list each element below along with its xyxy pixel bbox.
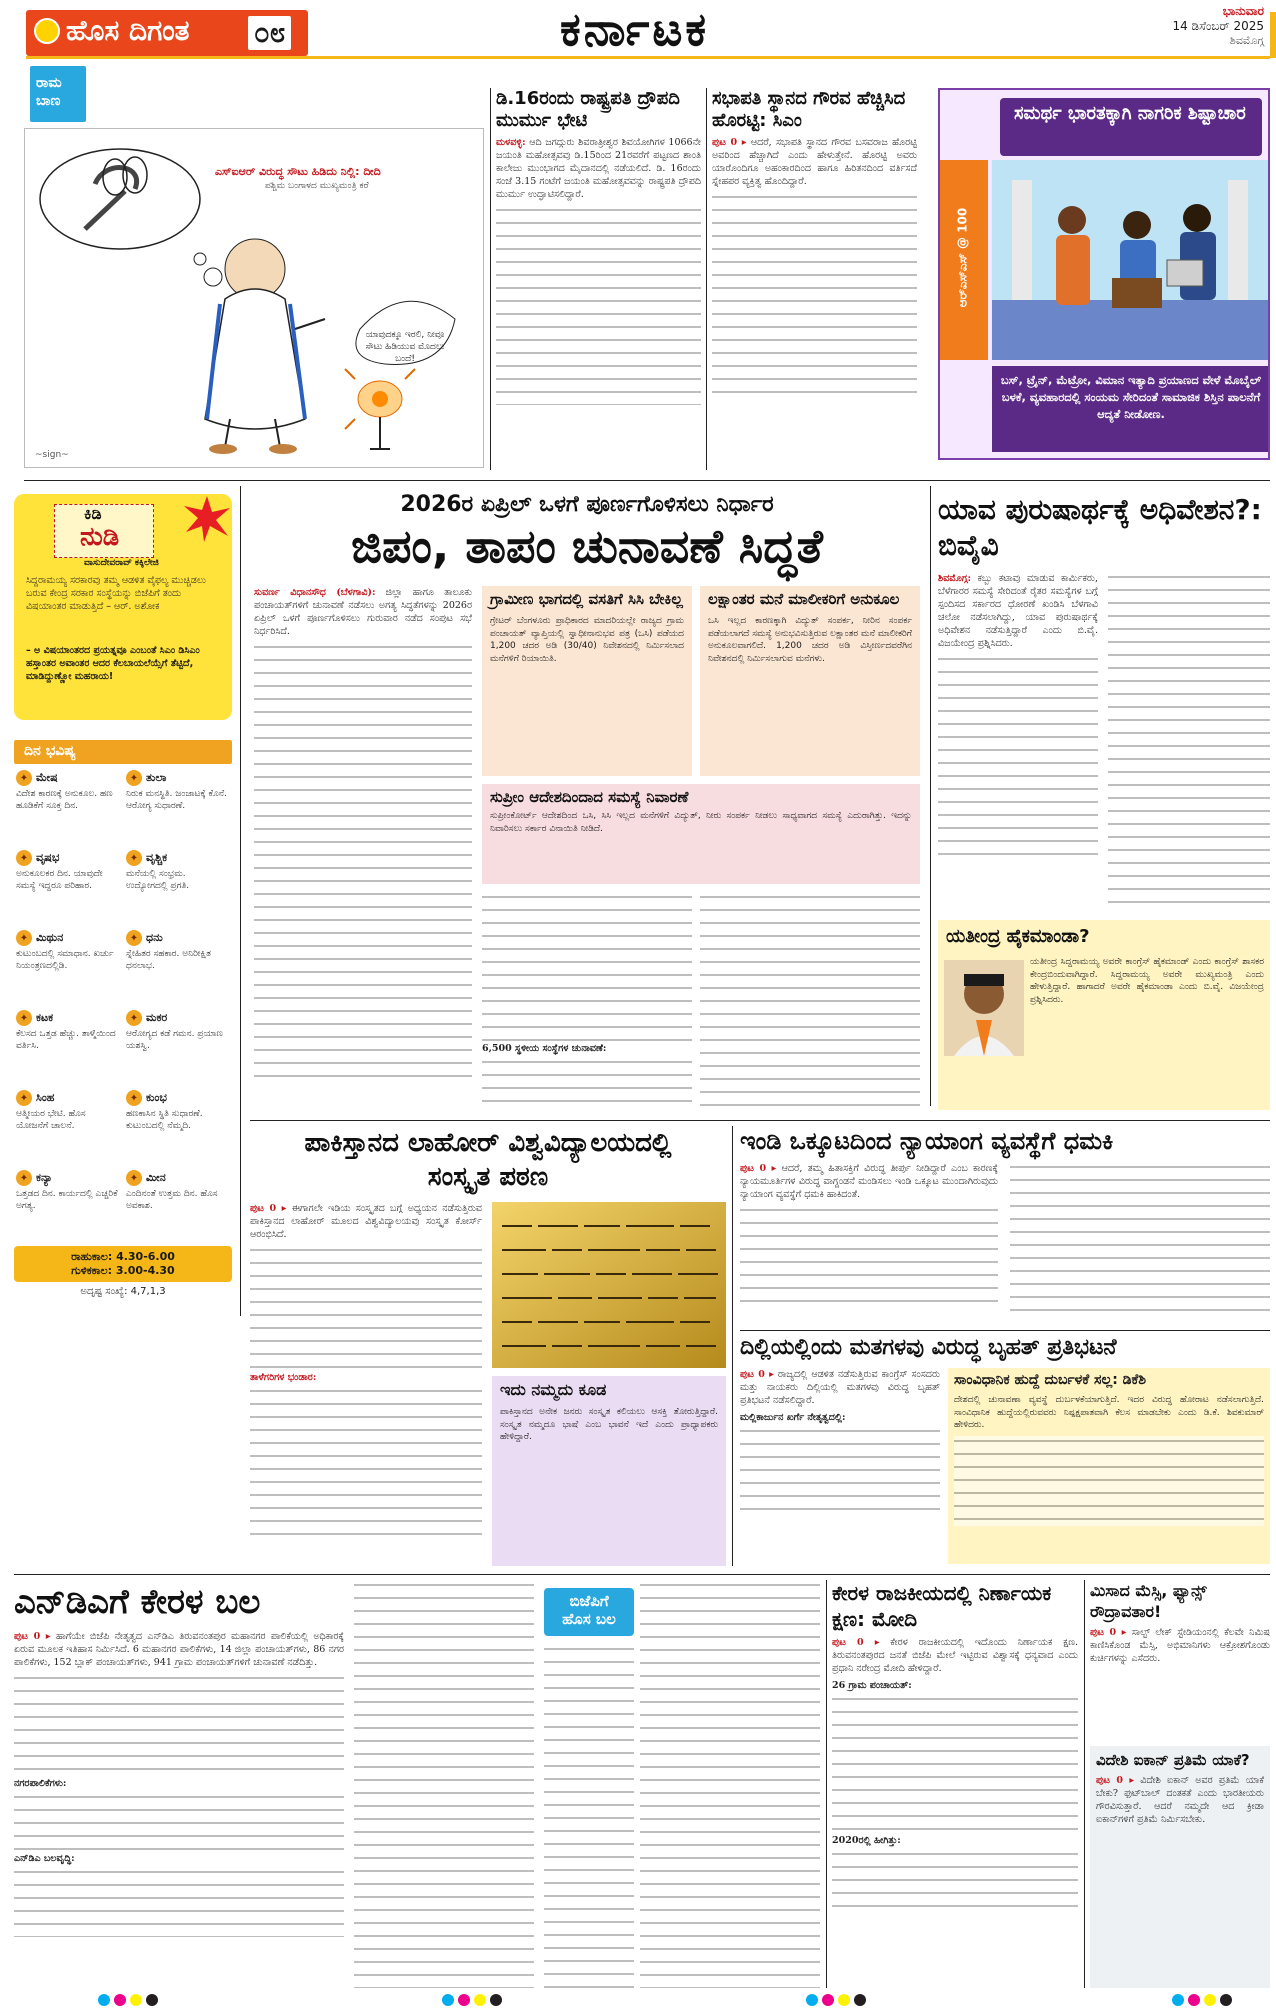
- ad-civic-etiquette: [938, 88, 1270, 460]
- paper-logo-icon: [34, 18, 60, 44]
- lead-col-1: [254, 586, 472, 1106]
- ad-title: ಸಮರ್ಥ ಭಾರತಕ್ಕಾಗಿ ನಾಗರಿಕ ಶಿಷ್ಟಾಚಾರ: [1014, 103, 1246, 124]
- vijayendra-photo: [944, 960, 1024, 1056]
- bjp-badge-line-1: ಬಿಜೆಪಿಗೆ: [569, 1592, 609, 1610]
- cartoon-caption: ಎಸ್‌ಐಆರ್ ವಿರುದ್ಧ ಸೌಟು ಹಿಡಿದು ನಿಲ್ಲಿ: ದೀದಿ: [215, 165, 381, 178]
- registration-dot: [98, 1994, 110, 2006]
- registration-dot: [854, 1994, 866, 2006]
- lead-dateline: ಸುವರ್ಣ ವಿಧಾನಸೌಧ (ಬೆಳಗಾವಿ):: [254, 587, 376, 598]
- registration-dot: [458, 1994, 470, 2006]
- article-indi-filler-1: [740, 1205, 998, 1305]
- date: 14 ಡಿಸೆಂಬರ್ 2025: [1172, 19, 1264, 33]
- col-divider: [732, 1126, 733, 1566]
- pisces-icon: ✦: [126, 1170, 142, 1186]
- lead-kicker: 2026ರ ಏಪ್ರಿಲ್ ಒಳಗೆ ಪೂರ್ಣಗೊಳಿಸಲು ನಿರ್ಧಾರ: [400, 492, 774, 517]
- article-speaker-body: [712, 136, 917, 466]
- weekday: ಭಾನುವಾರ: [1222, 4, 1264, 18]
- article-kerala-filler-1: [14, 1673, 344, 1777]
- article-delhi-headline: ದಿಲ್ಲಿಯಲ್ಲಿಂದು ಮತಗಳವು ವಿರುದ್ಧ ಬೃಹತ್ ಪ್ರತಿಭಟನೆ: [740, 1335, 1117, 1360]
- horoscope-sign: [126, 1010, 230, 1052]
- horoscope-sign-label: ಮೇಷ: [36, 771, 58, 784]
- horoscope-sign-text: ಕುಟುಂಬದಲ್ಲಿ ಸಮಾಧಾನ. ಖರ್ಚು ನಿಯಂತ್ರಣದಲ್ಲಿಡಿ.: [16, 949, 114, 971]
- row-divider: [250, 1120, 1270, 1121]
- row-divider: [14, 1574, 1270, 1575]
- virgo-icon: ✦: [16, 1170, 32, 1186]
- kidi-label: ಕಿಡಿ: [84, 504, 102, 523]
- dks-text: ದೇಶದಲ್ಲಿ ಚುನಾವಣಾ ವ್ಯವಸ್ಥೆ ದುರ್ಬಳಕೆಯಾಗುತ್ತಿದೆ. ಇದರ ವಿರುದ್ಧ ಹೋರಾಟ ನಡೆಸಲಾಗುತ್ತಿದೆ. ಸಾಂವಿಧಾನಿಕ ಹುದ್ದೆಯಲ್ಲಿರುವವರು ನಿಷ್ಪಕ್ಷಪಾತವಾಗಿ ಕೆಲಸ ಮಾಡಬೇಕು ಎಂದು ಡಿ.ಕೆ. ಶಿವಕುಮಾರ್ ಹೇಳಿದರು.: [954, 1395, 1264, 1430]
- cartoon-subcaption: ಪಶ್ಚಿಮ ಬಂಗಾಳದ ಮುಖ್ಯಮಂತ್ರಿ ಕರೆ: [265, 181, 369, 191]
- article-bjp-walkout-col-2: [1108, 572, 1270, 912]
- lead-col-2-filler-top: [482, 892, 692, 1042]
- sidebox-lakh-text: ಒಸಿ ಇಲ್ಲದ ಕಾರಣಕ್ಕಾಗಿ ವಿದ್ಯುತ್ ಸಂಪರ್ಕ, ನೀರಿನ ಸಂಪರ್ಕ ಪಡೆಯಲಾಗದೆ ಸಮಸ್ಯೆ ಅನುಭವಿಸುತ್ತಿರುವ ಲಕ್ಷಾಂತರ ಮನೆ ಮಾಲೀಕರಿಗೆ ಅನುಕೂಲವಾಗಲಿದೆ. 1,200 ಚದರ ಅಡಿ ವಿಸ್ತೀರ್ಣದವರೆಗಿನ ನಿವೇಶನದಲ್ಲಿ ನಿರ್ಮಿಸಲಾಗುವ ಮನೆಗಳು.: [708, 616, 912, 664]
- article-modi-body: [832, 1636, 1078, 1986]
- horoscope-sign-name: [16, 770, 120, 786]
- article-modi-subhead: 26 ಗ್ರಾಮ ಪಂಚಾಯತ್:: [832, 1680, 912, 1691]
- horoscope-sign-text: ಕೆಲಸದ ಒತ್ತಡ ಹೆಚ್ಚು. ತಾಳ್ಮೆಯಿಂದ ವರ್ತಿಸಿ.: [16, 1029, 116, 1051]
- horoscope-sign-text: ಆರೋಗ್ಯದ ಕಡೆ ಗಮನ. ಪ್ರಯಾಣ ಯಶಸ್ವಿ.: [126, 1029, 223, 1051]
- kidi-nudi-box: [14, 494, 232, 720]
- article-bjp-walkout-headline: ಯಾವ ಪುರುಷಾರ್ಥಕ್ಕೆ ಅಧಿವೇಶನ?: ಬಿವೈವಿ: [938, 493, 1262, 562]
- aries-icon: ✦: [16, 770, 32, 786]
- article-speaker-filler: [712, 192, 917, 402]
- sidebox-rural-title: ಗ್ರಾಮೀಣ ಭಾಗದಲ್ಲಿ ವಸತಿಗೆ ಸಿಸಿ ಬೇಕಿಲ್ಲ: [490, 590, 683, 608]
- registration-dot: [490, 1994, 502, 2006]
- article-bjp-walkout-filler-1: [938, 654, 1098, 864]
- paper-name: ಹೊಸ ದಿಗಂತ: [66, 14, 190, 47]
- col-divider: [930, 486, 931, 1106]
- article-messi-headline: ಮಿಸಾದ ಮೆಸ್ಸಿ, ಫ್ಯಾನ್ಸ್ ರೌದ್ರಾವತಾರ!: [1090, 1581, 1207, 1621]
- horoscope-box: [14, 740, 232, 1312]
- col-divider: [1084, 1580, 1085, 1988]
- horoscope-sign: [126, 1090, 230, 1132]
- article-messi-dateline: ಪುಟ 0 ▸: [1090, 1627, 1127, 1638]
- sidebox-lakh-title: ಲಕ್ಷಾಂತರ ಮನೆ ಮಾಲೀಕರಿಗೆ ಅನುಕೂಲ: [708, 590, 900, 608]
- ad-body: ಬಸ್, ಟ್ರೈನ್, ಮೆಟ್ರೋ, ವಿಮಾನ ಇತ್ಯಾದಿ ಪ್ರಯಾಣದ ವೇಳೆ ಮೊಬೈಲ್ ಬಳಕೆ, ವ್ಯವಹಾರದಲ್ಲಿ ಸಂಯಮ ಸೇರಿದಂತೆ ಸಾಮಾಜಿಕ ಶಿಸ್ತಿನ ಪಾಲನೆಗೆ ಆದ್ಯತೆ ನೀಡೋಣ.: [1000, 373, 1262, 421]
- horoscope-sign-name: [126, 850, 230, 866]
- horoscope-sign-text: ಸ್ನೇಹಿತರ ಸಹಕಾರ. ಅನಿರೀಕ್ಷಿತ ಧನಲಾಭ.: [126, 949, 211, 971]
- horoscope-sign-name: [126, 1010, 230, 1026]
- horoscope-sign-label: ಧನು: [146, 931, 163, 944]
- sanskrit-box: [492, 1376, 726, 1566]
- horoscope-sign-label: ಕುಂಭ: [146, 1091, 167, 1104]
- page-number: ೦೮: [248, 16, 291, 50]
- article-speaker-headline: ಸಭಾಪತಿ ಸ್ಥಾನದ ಗೌರವ ಹೆಚ್ಚಿಸಿದ ಹೊರಟ್ಟಿ: ಸಿಎಂ: [712, 88, 906, 131]
- article-delhi-col-1: [740, 1368, 940, 1564]
- taurus-icon: ✦: [16, 850, 32, 866]
- sidebox-rural: [482, 586, 692, 776]
- lead-callout: 6,500 ಸ್ಥಳೀಯ ಸಂಸ್ಥೆಗಳ ಚುನಾವಣೆ:: [482, 1043, 607, 1054]
- article-sanskrit-filler-2: [250, 1386, 482, 1536]
- article-bjp-walkout-dateline: ಶಿವಮೊಗ್ಗ:: [938, 573, 972, 584]
- horoscope-sign: [126, 1170, 230, 1212]
- libra-icon: ✦: [126, 770, 142, 786]
- registration-dot: [1220, 1994, 1232, 2006]
- capricorn-icon: ✦: [126, 1010, 142, 1026]
- article-bjp-walkout: [938, 492, 1270, 912]
- horoscope-sign-text: ಹಣಕಾಸಿನ ಸ್ಥಿತಿ ಸುಧಾರಣೆ. ಕುಟುಂಬದಲ್ಲಿ ನೆಮ್ಮದಿ.: [126, 1109, 203, 1131]
- article-sanskrit-headline: ಪಾಕಿಸ್ತಾನದ ಲಾಹೋರ್ ವಿಶ್ವವಿದ್ಯಾಲಯದಲ್ಲಿ ಸಂಸ್ಕೃತ ಪಠಣ: [304, 1128, 672, 1192]
- horoscope-title: ದಿನ ಭವಿಷ್ಯ: [24, 743, 76, 759]
- article-kerala-lead: ಹಾಗೆಯೇ ಬಿಜೆಪಿ ನೇತೃತ್ವದ ಎನ್‌ಡಿಎ ತಿರುವನಂತಪುರ ಮಹಾನಗರ ಪಾಲಿಕೆಯಲ್ಲಿ ಅಧಿಕಾರಕ್ಕೆ ಏರುವ ಮೂಲಕ ಇತಿಹಾಸ ನಿರ್ಮಿಸಿದೆ. 6 ಮಹಾನಗರ ಪಾಲಿಕೆಗಳು, 14 ಜಿಲ್ಲಾ ಪಂಚಾಯತ್‌ಗಳು, 86 ನಗರ ಪಾಲಿಕೆಗಳು, 152 ಬ್ಲಾಕ್ ಪಂಚಾಯತ್‌ಗಳು, 941 ಗ್ರಾಮ ಪಂಚಾಯತ್‌ಗಳಿಗೆ ಚುನಾವಣೆ ನಡೆದಿತ್ತು.: [14, 1631, 344, 1668]
- dks-box: [948, 1368, 1270, 1564]
- article-speaker: [712, 88, 917, 470]
- lead-col-3: [700, 892, 920, 1106]
- horoscope-sign: [16, 1170, 120, 1212]
- registration-dot: [146, 1994, 158, 2006]
- article-murmu-dateline: ಮಳವಳ್ಳಿ:: [496, 137, 526, 148]
- registration-dot: [1172, 1994, 1184, 2006]
- article-delhi-subhead: ಮಲ್ಲಿಕಾರ್ಜುನ ಖರ್ಗೆ ನೇತೃತ್ವದಲ್ಲಿ:: [740, 1412, 846, 1423]
- rama-bana-badge: [30, 66, 86, 122]
- lead-headline: ಜಿಪಂ, ತಾಪಂ ಚುನಾವಣೆ ಸಿದ್ಧತೆ: [351, 519, 823, 573]
- svg-text:~sign~: ~sign~: [35, 450, 69, 460]
- article-videshi: [1090, 1746, 1270, 1988]
- horoscope-sign: [126, 850, 230, 892]
- horoscope-sign-label: ಕನ್ಯಾ: [36, 1171, 53, 1184]
- ad-badge-text: ಆರ್‌ಎಸ್‌ಎಸ್ @ 100: [955, 207, 970, 308]
- article-speaker-lead: ಆದರೆ, ಸಭಾಪತಿ ಸ್ಥಾನದ ಗೌರವ ಬಸವರಾಜ ಹೊರಟ್ಟಿ ಅವರಿಂದ ಹೆಚ್ಚಾಗಿದೆ ಎಂದು ಹೇಳುತ್ತೇನೆ. ಹೊರಟ್ಟಿ ಅವರು ಯಾರೊಂದಿಗೂ ಅಹಂಕಾರದಿಂದ ಹಾಗೂ ಹಿರಿತನದಿಂದ ವರ್ತಿಸದೆ ಸ್ನೇಹಪರ ವ್ಯಕ್ತಿತ್ವ ಹೊಂದಿದ್ದಾರೆ.: [712, 137, 917, 187]
- article-murmu-lead: ಆದಿ ಜಗದ್ಗುರು ಶಿವರಾತ್ರೀಶ್ವರ ಶಿವಯೋಗಿಗಳ 1066ನೇ ಜಯಂತಿ ಮಹೋತ್ಸವವು ಡಿ.15ರಿಂದ 21ರವರೆಗೆ ಪಟ್ಟಣದ ಶಾಂತಿ ಕಾಲೇಜು ಮುಂಭಾಗದ ಮೈದಾನದಲ್ಲಿ ನಡೆಯಲಿದೆ. ಡಿ. 16ರಂದು ಸಂಜೆ 3.15 ಗಂಟೆಗೆ ಜಯಂತಿ ಮಹೋತ್ಸವವನ್ನು ರಾಷ್ಟ್ರಪತಿ ದ್ರೌಪದಿ ಮುರ್ಮು ಉದ್ಘಾಟಿಸಲಿದ್ದಾರೆ.: [496, 137, 701, 200]
- registration-dot: [114, 1994, 126, 2006]
- article-indi-dateline: ಪುಟ 0 ▸: [740, 1163, 777, 1174]
- horoscope-sign-label: ಕಟಕ: [36, 1011, 54, 1024]
- article-sanskrit-filler-1: [250, 1245, 482, 1371]
- article-bjp-walkout-lead: ಕಬ್ಬು ಕಟಾವು ಮಾಡುವ ಕಾರ್ಮಿಕರು, ಬೆಳೆಗಾರರ ಸಮಸ್ಯೆ ಸೇರಿದಂತೆ ರೈತರ ಸಮಸ್ಯೆಗಳ ಬಗ್ಗೆ ಸ್ಪಂದಿಸದ ಸರ್ಕಾರದ ಧೋರಣೆ ಖಂಡಿಸಿ ಬೆಳಗಾವಿ ಚಲೋ ನಡೆಸಲಾಗಿದ್ದು, ಯಾವ ಪುರುಷಾರ್ಥಕ್ಕೆ ಅಧಿವೇಶನ ನಡೆಸುತ್ತಿದ್ದಾರೆ ಎಂದು ಬಿ.ವೈ. ವಿಜಯೇಂದ್ರ ಪ್ರಶ್ನಿಸಿದರು.: [938, 573, 1098, 649]
- horoscope-sign-label: ತುಲಾ: [146, 771, 167, 784]
- article-messi-body: [1090, 1626, 1270, 1736]
- manuscript-photo: [492, 1202, 726, 1368]
- sidebox-sc: [482, 784, 920, 884]
- leo-icon: ✦: [16, 1090, 32, 1106]
- article-kerala: [14, 1580, 534, 1988]
- spark-icon: [184, 496, 230, 542]
- horoscope-sign-label: ವೃಶ್ಚಿಕ: [146, 851, 168, 864]
- yatindra-title: ಯತೀಂದ್ರ ಹೈಕಮಾಂಡಾ?: [946, 926, 1090, 947]
- horoscope-sign-name: [16, 930, 120, 946]
- horoscope-sign: [16, 1090, 120, 1132]
- cancer-icon: ✦: [16, 1010, 32, 1026]
- article-videshi-lead: ವಿದೇಶಿ ಐಕಾನ್ ಅವರ ಪ್ರತಿಮೆ ಯಾಕೆ ಬೇಕು? ಫುಟ್‌ಬಾಲ್ ದಂತಕತೆ ಎಂದು ಭಾರತೀಯರು ಗೌರವಿಸುತ್ತಾರೆ. ಆದರೆ ನಮ್ಮದೇ ಆದ ಕ್ರೀಡಾ ಐಕಾನ್‌ಗಳಿಗೆ ಪ್ರತಿಮೆ ನಿರ್ಮಿಸಬೇಕು.: [1096, 1775, 1264, 1825]
- article-delhi: [740, 1334, 1270, 1566]
- article-speaker-dateline: ಪುಟ 0 ▸: [712, 137, 747, 148]
- bjp-badge: [544, 1588, 634, 1636]
- horoscope-sign: [16, 930, 120, 972]
- horoscope-sign-text: ನಿರುಕ ಮನಸ್ಥಿತಿ. ಜಂಜಾಟಕ್ಕೆ ಕೊನೆ. ಆರೋಗ್ಯ ಸುಧಾರಣೆ.: [126, 789, 227, 811]
- horoscope-sign: [16, 850, 120, 892]
- article-messi-lead: ಸಾಲ್ಟ್ ಲೇಕ್ ಸ್ಟೇಡಿಯಂನಲ್ಲಿ ಕೆಲವೇ ನಿಮಿಷ ಕಾಣಿಸಿಕೊಂಡ ಮೆಸ್ಸಿ, ಅಭಿಮಾನಿಗಳು ಆಕ್ರೋಶಗೊಂಡು ಕುರ್ಚಿಗಳನ್ನು ಎಸೆದರು.: [1090, 1627, 1270, 1664]
- article-delhi-lead: ರಾಜ್ಯದಲ್ಲಿ ಆಡಳಿತ ನಡೆಸುತ್ತಿರುವ ಕಾಂಗ್ರೆಸ್ ಸಂಸದರು ಮತ್ತು ನಾಯಕರು ದಿಲ್ಲಿಯಲ್ಲಿ ಮತಗಳವು ವಿರುದ್ಧ ಬೃಹತ್ ಪ್ರತಿಭಟನೆ ನಡೆಸಲಿದ್ದಾರೆ.: [740, 1369, 940, 1406]
- lead-col-1-filler: [254, 642, 472, 1082]
- lead-col-2-filler-bottom: [482, 1057, 692, 1105]
- horoscope-sign-text: ಒತ್ತಡದ ದಿನ. ಕಾರ್ಯದಲ್ಲಿ ಎಚ್ಚರಿಕೆ ಅಗತ್ಯ.: [16, 1189, 118, 1211]
- ad-illustration: [992, 160, 1268, 360]
- registration-dot: [806, 1994, 818, 2006]
- lucky-number: ಅದೃಷ್ಟ ಸಂಖ್ಯೆ: 4,7,1,3: [80, 1286, 166, 1297]
- registration-dot: [474, 1994, 486, 2006]
- horoscope-title-bar: [14, 740, 232, 764]
- city: ಶಿವಮೊಗ್ಗ: [1229, 34, 1264, 47]
- article-indi: [740, 1126, 1270, 1326]
- lead-lead: ಜಿಲ್ಲಾ ಹಾಗೂ ತಾಲೂಕು ಪಂಚಾಯತ್‌ಗಳಿಗೆ ಚುನಾವಣೆ ನಡೆಸಲು ಅಗತ್ಯ ಸಿದ್ಧತೆಗಳನ್ನು 2026ರ ಏಪ್ರಿಲ್ ಒಳಗೆ ಪೂರ್ಣಗೊಳಿಸಲು ಗುರುವಾರ ನಡೆದ ಸಂಪುಟ ಸಭೆ ನಿರ್ಧರಿಸಿದೆ.: [254, 587, 472, 637]
- sagittarius-icon: ✦: [126, 930, 142, 946]
- article-kerala-col-1: [14, 1630, 344, 1988]
- col-divider: [706, 88, 707, 470]
- article-kerala-filler-2: [14, 1792, 344, 1852]
- horoscope-sign-name: [126, 930, 230, 946]
- article-sanskrit-dateline: ಪುಟ 0 ▸: [250, 1203, 287, 1214]
- sanskrit-box-text: ಪಾಕಿಸ್ತಾನದ ಅನೇಕ ಜನರು ಸಂಸ್ಕೃತ ಕಲಿಯಲು ಆಸಕ್ತಿ ತೋರುತ್ತಿದ್ದಾರೆ. ಸಂಸ್ಕೃತ ನಮ್ಮದೂ ಭಾಷೆ ಎಂಬ ಭಾವನೆ ಇದೆ ಎಂದು ಪ್ರಾಧ್ಯಾಪಕರು ಹೇಳಿದ್ದಾರೆ.: [500, 1407, 718, 1442]
- edge-color-bar: [1270, 12, 1276, 58]
- section-title: ಕರ್ನಾಟಕ: [560, 2, 710, 56]
- lead-col-2: [482, 892, 692, 1106]
- registration-marks-center-right: [804, 1994, 868, 2009]
- article-modi-lead: ಕೇರಳ ರಾಜಕೀಯದಲ್ಲಿ ಇದೊಂದು ನಿರ್ಣಾಯಕ ಕ್ಷಣ. ತಿರುವನಂತಪುರದ ಜನತೆ ಬಿಜೆಪಿ ಮೇಲೆ ಇಟ್ಟಿರುವ ವಿಶ್ವಾಸಕ್ಕೆ ಧನ್ಯವಾದ ಎಂದು ಪ್ರಧಾನಿ ನರೇಂದ್ರ ಮೋದಿ ಹೇಳಿದ್ದಾರೆ.: [832, 1637, 1078, 1674]
- article-kerala-subhead-1: ನಗರಪಾಲಿಕೆಗಳು:: [14, 1778, 67, 1789]
- registration-marks-right: [1170, 1994, 1234, 2009]
- horoscope-sign-name: [126, 770, 230, 786]
- article-indi-lead: ಆದರೆ, ತಮ್ಮ ಹಿತಾಸಕ್ತಿಗೆ ವಿರುದ್ಧ ತೀರ್ಪು ನೀಡಿದ್ದಾರೆ ಎಂಬ ಕಾರಣಕ್ಕೆ ನ್ಯಾಯಮೂರ್ತಿಗಳ ವಿರುದ್ಧ ವಾಗ್ದಂಡನೆ ಮಂಡಿಸಲು ಇಂಡಿ ಒಕ್ಕೂಟ ಮುಂದಾಗಿರುವುದು ನ್ಯಾಯಾಂಗ ವ್ಯವಸ್ಥೆಗೆ ಧಮಕಿ ಹಾಕಿದಂತೆ.: [740, 1163, 998, 1200]
- yatindra-box: [938, 920, 1270, 1110]
- lead-story: [250, 492, 924, 1112]
- horoscope-sign-name: [16, 1090, 120, 1106]
- article-indi-col-1: [740, 1162, 998, 1322]
- gemini-icon: ✦: [16, 930, 32, 946]
- article-videshi-dateline: ಪುಟ 0 ▸: [1096, 1775, 1135, 1786]
- nudi-label: ನುಡಿ: [80, 522, 120, 552]
- horoscope-sign: [16, 1010, 120, 1052]
- rahukala-box: [14, 1246, 232, 1282]
- yatindra-text: ಯತೀಂದ್ರ ಸಿದ್ದರಾಮಯ್ಯ ಅವರೇ ಕಾಂಗ್ರೆಸ್ ಹೈಕಮಾಂಡ್ ಎಂದು ಕಾಂಗ್ರೆಸ್ ಶಾಸಕರ ಕೇಂದ್ರಬಿಂದುವಾಗಿದ್ದಾರೆ. ಸಿದ್ದರಾಮಯ್ಯ ಅವರೇ ಮುಖ್ಯಮಂತ್ರಿ ಎಂದು ಹೇಳುತ್ತಿದ್ದಾರೆ. ಹಾಗಾದರೆ ಅವರೇ ಹೈಕಮಾಂಡಾ ಎಂದು ಬಿ.ವೈ. ವಿಜಯೇಂದ್ರ ಪ್ರಶ್ನಿಸಿದರು.: [1030, 957, 1264, 1005]
- article-sanskrit: [250, 1126, 726, 1566]
- horoscope-sign: [16, 770, 120, 812]
- col-divider: [240, 486, 241, 1316]
- registration-dot: [822, 1994, 834, 2006]
- masthead: [0, 0, 1276, 58]
- cartoon-panel: [24, 128, 484, 468]
- article-kerala-col-2: [354, 1580, 534, 1988]
- registration-dot: [838, 1994, 850, 2006]
- article-bjp-walkout-col-1: [938, 572, 1098, 912]
- cartoon-drawing: [25, 129, 484, 468]
- article-kerala-dateline: ಪುಟ 0 ▸: [14, 1631, 51, 1642]
- dks-filler: [954, 1436, 1264, 1526]
- rahukala: ರಾಹುಕಾಲ: 4.30-6.00: [71, 1250, 175, 1263]
- article-modi-filler-2: [832, 1849, 1078, 1909]
- horoscope-sign-label: ಮಿಥುನ: [36, 931, 64, 944]
- article-delhi-dateline: ಪುಟ 0 ▸: [740, 1369, 774, 1380]
- gulika: ಗುಳಿಕಕಾಲ: 3.00-4.30: [71, 1264, 175, 1277]
- horoscope-sign-label: ಮೀನ: [146, 1171, 166, 1184]
- article-delhi-filler: [740, 1426, 940, 1516]
- horoscope-sign: [126, 930, 230, 972]
- registration-marks-left: [96, 1994, 160, 2009]
- scorpio-icon: ✦: [126, 850, 142, 866]
- horoscope-sign-text: ವಿದೇಶ ಕಾರಣಕ್ಕೆ ಅನುಕೂಲ. ಹಣ ಹೂಡಿಕೆಗೆ ಸೂಕ್ತ ದಿನ.: [16, 789, 113, 811]
- horoscope-sign-label: ಸಿಂಹ: [36, 1091, 55, 1104]
- horoscope-sign-text: ಅನುಕೂಲಕರ ದಿನ. ಯಾವುದೇ ಸಮಸ್ಯೆ ಇದ್ದರೂ ಪರಿಹಾರ.: [16, 869, 103, 891]
- article-modi-dateline: ಪುಟ 0 ▸: [832, 1637, 880, 1648]
- masthead-dateblock: [1120, 4, 1264, 54]
- article-messi: [1090, 1580, 1270, 1740]
- kidi-retort: – ಅ ವಿಷಯಾಂತರದ ಪ್ರಯತ್ನವೂ ಎಂಬಂತೆ ಸಿಎಂ ಡಿಸಿಎಂ ಹಸ್ತಾಂತರ ಅವಾಂತರ ಆದರ ಕೆಲಬಾಯಲೆಯ್ಸೆಗೆ ತೆಟ್ಟಿದೆ, ಮಾಡಿದ್ದುಣ್ಣೋ ಮಹರಾಯ!: [26, 645, 200, 682]
- article-murmu-body: [496, 136, 701, 466]
- horoscope-sign: [126, 770, 230, 812]
- row-divider: [24, 480, 1270, 481]
- cartoon-speech-bubble: ಯಾವುದಕ್ಕೂ ಇರಲಿ, ನೀವೂ ಸೌಟು ಹಿಡಿಯುವ ಮೊದಲು ಬಂದೆ!: [365, 330, 445, 364]
- article-indi-col-2: [1010, 1162, 1270, 1322]
- registration-marks-center: [440, 1994, 504, 2009]
- horoscope-sign-label: ಮಕರ: [146, 1011, 168, 1024]
- article-kerala-col-3: [640, 1580, 820, 1988]
- article-videshi-body: [1090, 1774, 1270, 1964]
- article-murmu-headline: ಡಿ.16ರಂದು ರಾಷ್ಟ್ರಪತಿ ದ್ರೌಪದಿ ಮುರ್ಮು ಭೇಟಿ: [496, 88, 680, 131]
- article-kerala-filler-3: [14, 1867, 344, 1937]
- article-sanskrit-col-1: [250, 1202, 482, 1566]
- sidebox-sc-text: ಸುಪ್ರೀಂಕೋರ್ಟ್ ಆದೇಶದಿಂದ ಒಸಿ, ಸಿಸಿ ಇಲ್ಲದ ಮನೆಗಳಿಗೆ ವಿದ್ಯುತ್, ನೀರು ಸಂಪರ್ಕ ನೀಡಲು ಸಾಧ್ಯವಾಗದ ಸಮಸ್ಯೆ ಎದುರಾಗಿತ್ತು. ಇದನ್ನು ನಿವಾರಿಸಲು ಸರ್ಕಾರ ವಿನಾಯಿತಿ ನೀಡಿದೆ.: [490, 811, 912, 834]
- sanskrit-box-title: ಇದು ನಮ್ಮದು ಕೂಡ: [500, 1380, 607, 1399]
- horoscope-sign-label: ವೃಷಭ: [36, 851, 60, 864]
- sidebox-rural-text: ಗ್ರೇಟರ್ ಬೆಂಗಳೂರು ಪ್ರಾಧಿಕಾರದ ಮಾದರಿಯಲ್ಲೇ ರಾಜ್ಯದ ಗ್ರಾಮ ಪಂಚಾಯತ್ ವ್ಯಾಪ್ತಿಯಲ್ಲಿ ಸ್ವಾಧೀನಾನುಭವ ಪತ್ರ (ಒಸಿ) ಪಡೆಯದ 1,200 ಚದರ ಅಡಿ (30/40) ನಿವೇಶನದಲ್ಲಿ ನಿರ್ಮಿಸಲಾದ ಮನೆಗಳಿಗೆ ರಿಯಾಯಿತಿ.: [490, 616, 684, 664]
- horoscope-sign-text: ಆತ್ಮೀಯರ ಭೇಟಿ. ಹೊಸ ಯೋಜನೆಗೆ ಚಾಲನೆ.: [16, 1109, 86, 1131]
- horoscope-sign-name: [16, 1170, 120, 1186]
- registration-dot: [1188, 1994, 1200, 2006]
- article-modi: [832, 1580, 1078, 1988]
- article-kerala-col-4: [544, 1644, 634, 1988]
- masthead-logo-block: [26, 10, 308, 56]
- horoscope-sign-name: [126, 1170, 230, 1186]
- article-videshi-headline: ವಿದೇಶಿ ಐಕಾನ್ ಪ್ರತಿಮೆ ಯಾಕೆ?: [1096, 1751, 1250, 1769]
- horoscope-sign-name: [126, 1090, 230, 1106]
- article-kerala-subhead-2: ಎನ್‌ಡಿಎ ಬಲವೃದ್ಧಿ:: [14, 1853, 75, 1864]
- sidebox-lakh: [700, 586, 920, 776]
- article-modi-filler-1: [832, 1694, 1078, 1834]
- article-murmu: [496, 88, 701, 470]
- article-indi-headline: ಇಂಡಿ ಒಕ್ಕೂಟದಿಂದ ನ್ಯಾಯಾಂಗ ವ್ಯವಸ್ಥೆಗೆ ಧಮಕಿ: [740, 1127, 1114, 1155]
- horoscope-sign-name: [16, 850, 120, 866]
- horoscope-sign-name: [16, 1010, 120, 1026]
- rama-bana-text: ರಾಮ ಬಾಣ: [36, 75, 62, 109]
- col-divider: [826, 1580, 827, 1988]
- registration-dot: [1204, 1994, 1216, 2006]
- bjp-badge-line-2: ಹೊಸ ಬಲ: [562, 1610, 616, 1628]
- article-murmu-filler: [496, 205, 701, 405]
- article-kerala-headline: ಎನ್‌ಡಿಎಗೆ ಕೇರಳ ಬಲ: [14, 1582, 261, 1622]
- article-sanskrit-subhead: ತಾಳೆಗರಿಗಳ ಭಂಡಾರ:: [250, 1372, 317, 1383]
- article-sanskrit-lead: ಈಗಾಗಲೇ ಇಡಿಯ ಸಂಸ್ಕೃತದ ಬಗ್ಗೆ ಅಧ್ಯಯನ ನಡೆಸುತ್ತಿರುವ ಪಾಕಿಸ್ತಾನದ ಲಾಹೋರ್ ಮೂಲದ ವಿಶ್ವವಿದ್ಯಾಲಯವು ಸಂಸ್ಕೃತ ಕೋರ್ಸ್ ಆರಂಭಿಸಿದೆ.: [250, 1203, 482, 1240]
- registration-dot: [442, 1994, 454, 2006]
- registration-dot: [130, 1994, 142, 2006]
- sidebox-sc-title: ಸುಪ್ರೀಂ ಆದೇಶದಿಂದಾದ ಸಮಸ್ಯೆ ನಿವಾರಣೆ: [490, 788, 689, 806]
- kidi-quote: ಸಿದ್ದರಾಮಯ್ಯ ಸರಕಾರವು ತಮ್ಮ ಆಡಳಿತ ವೈಫಲ್ಯ ಮುಚ್ಚಿಡಲು ಬರುವ ಕೇಂದ್ರ ಸರಕಾರ ಸಂಸ್ಥೆಯನ್ನು ಬಿಜೆಪಿಗೆ ತಂದು ವಿಷಯಾಂತರ ಮಾಡುತ್ತಿದೆ – ಆರ್. ಅಶೋಕ: [26, 575, 207, 612]
- article-modi-headline: ಕೇರಳ ರಾಜಕೀಯದಲ್ಲಿ ನಿರ್ಣಾಯಕ ಕ್ಷಣ: ಮೋದಿ: [832, 1581, 1052, 1631]
- horoscope-sign-text: ಮನೆಯಲ್ಲಿ ಸಂಭ್ರಮ. ಉದ್ಯೋಗದಲ್ಲಿ ಪ್ರಗತಿ.: [126, 869, 190, 891]
- article-modi-subhead-2: 2020ರಲ್ಲಿ ಹೀಗಿತ್ತು:: [832, 1835, 901, 1846]
- dks-title: ಸಾಂವಿಧಾನಿಕ ಹುದ್ದೆ ದುರ್ಬಳಕೆ ಸಲ್ಲ: ಡಿಕೆಶಿ: [954, 1372, 1147, 1388]
- aquarius-icon: ✦: [126, 1090, 142, 1106]
- horoscope-sign-text: ಎಂದಿನಂತೆ ಉತ್ತಮ ದಿನ. ಹೊಸ ಅವಕಾಶ.: [126, 1189, 218, 1211]
- row-divider: [740, 1330, 1270, 1331]
- col-divider: [490, 88, 491, 470]
- kidi-author: ವಾಸುದೇವರಾವ್ ಕಕ್ಕಿಲೇಜಿ: [84, 558, 159, 568]
- horoscope-grid: [14, 764, 232, 1244]
